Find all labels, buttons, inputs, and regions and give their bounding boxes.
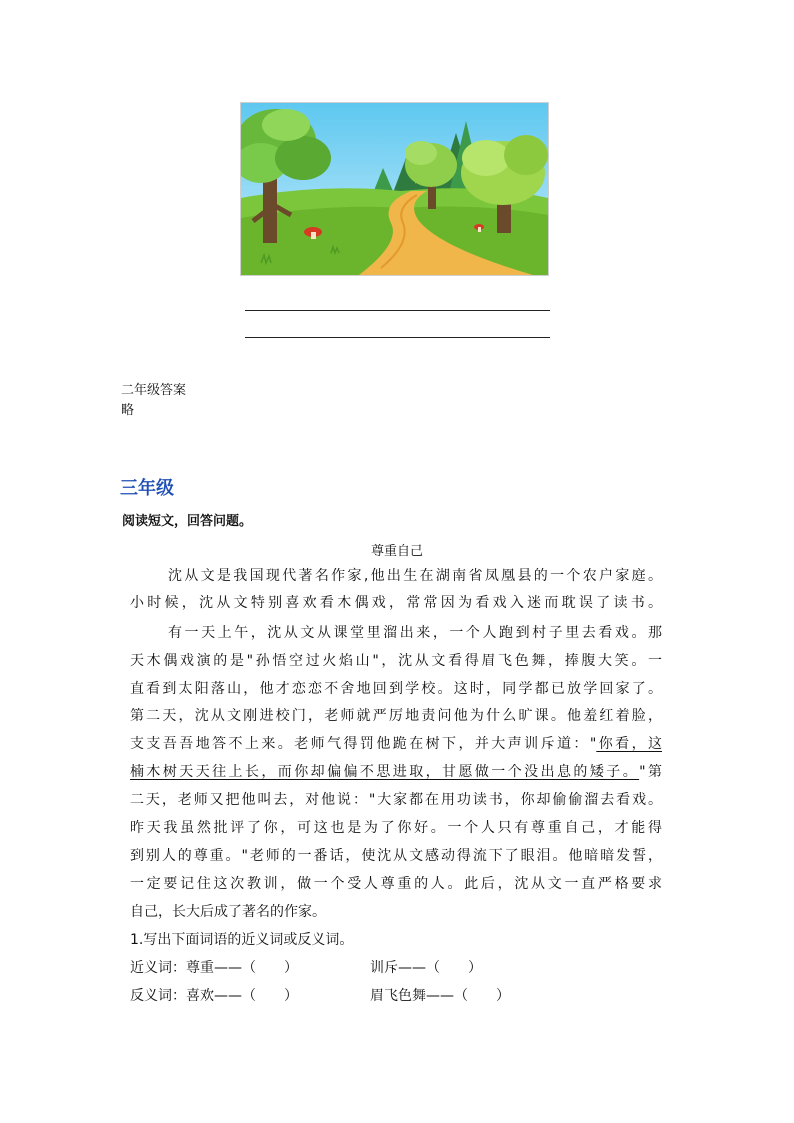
story-line: 昨天我虽然批评了你，可这也是为了你好。一个人只有尊重自己，才能得 <box>130 820 662 836</box>
answer-blank-line <box>245 337 550 338</box>
antonym-question-2: 眉飞色舞——（ ） <box>370 988 510 1004</box>
grade2-answer-text: 略 <box>121 403 135 418</box>
synonym-question-1: 近义词：尊重——（ ） <box>130 960 298 976</box>
synonym-question-2: 训斥——（ ） <box>370 960 482 976</box>
story-title: 尊重自己 <box>370 544 423 559</box>
story-line: 一定要记住这次教训，做一个受人尊重的人。此后，沈从文一直严格要求 <box>130 876 662 892</box>
story-line: 自己，长大后成了著名的作家。 <box>130 904 326 920</box>
underlined-quote: 楠木树天天往上长，而你却偏偏不思进取，甘愿做一个没出息的矮子。 <box>130 764 640 780</box>
grade3-heading: 三年级 <box>120 478 174 499</box>
reading-instruction: 阅读短文，回答问题。 <box>122 514 253 529</box>
story-line <box>130 763 662 781</box>
grade2-answer-label: 二年级答案 <box>121 383 187 398</box>
story-line: 到别人的尊重。"老师的一番话，使沈从文感动得流下了眼泪。他暗暗发誓， <box>130 848 662 864</box>
story-line: 直看到太阳落山，他才恋恋不舍地回到学校。这时，同学都已放学回家了。 <box>130 681 662 697</box>
story-text: "第 <box>639 764 662 780</box>
story-text: 支支吾吾地答不上来。老师气得罚他跪在树下，并大声训斥道：" <box>130 736 597 752</box>
story-line: 天木偶戏演的是"孙悟空过火焰山"，沈从文看得眉飞色舞，捧腹大笑。一 <box>130 653 662 669</box>
answer-blank-line <box>245 310 550 311</box>
antonym-question-1: 反义词：喜欢——（ ） <box>130 988 298 1004</box>
story-line: 沈从文是我国现代著名作家,他出生在湖南省凤凰县的一个农户家庭。 <box>168 568 662 584</box>
question-prompt: 1.写出下面词语的近义词或反义词。 <box>130 932 354 948</box>
story-line: 小时候，沈从文特别喜欢看木偶戏，常常因为看戏入迷而耽误了读书。 <box>130 595 662 611</box>
underlined-quote: 你看，这 <box>596 736 662 752</box>
story-line <box>130 735 662 753</box>
landscape-illustration <box>240 102 549 276</box>
story-line: 有一天上午，沈从文从课堂里溜出来，一个人跑到村子里去看戏。那 <box>168 625 662 641</box>
story-line: 第二天，沈从文刚进校门，老师就严厉地责问他为什么旷课。他羞红着脸， <box>130 708 662 724</box>
story-line: 二天，老师又把他叫去，对他说："大家都在用功读书，你却偷偷溜去看戏。 <box>130 792 662 808</box>
